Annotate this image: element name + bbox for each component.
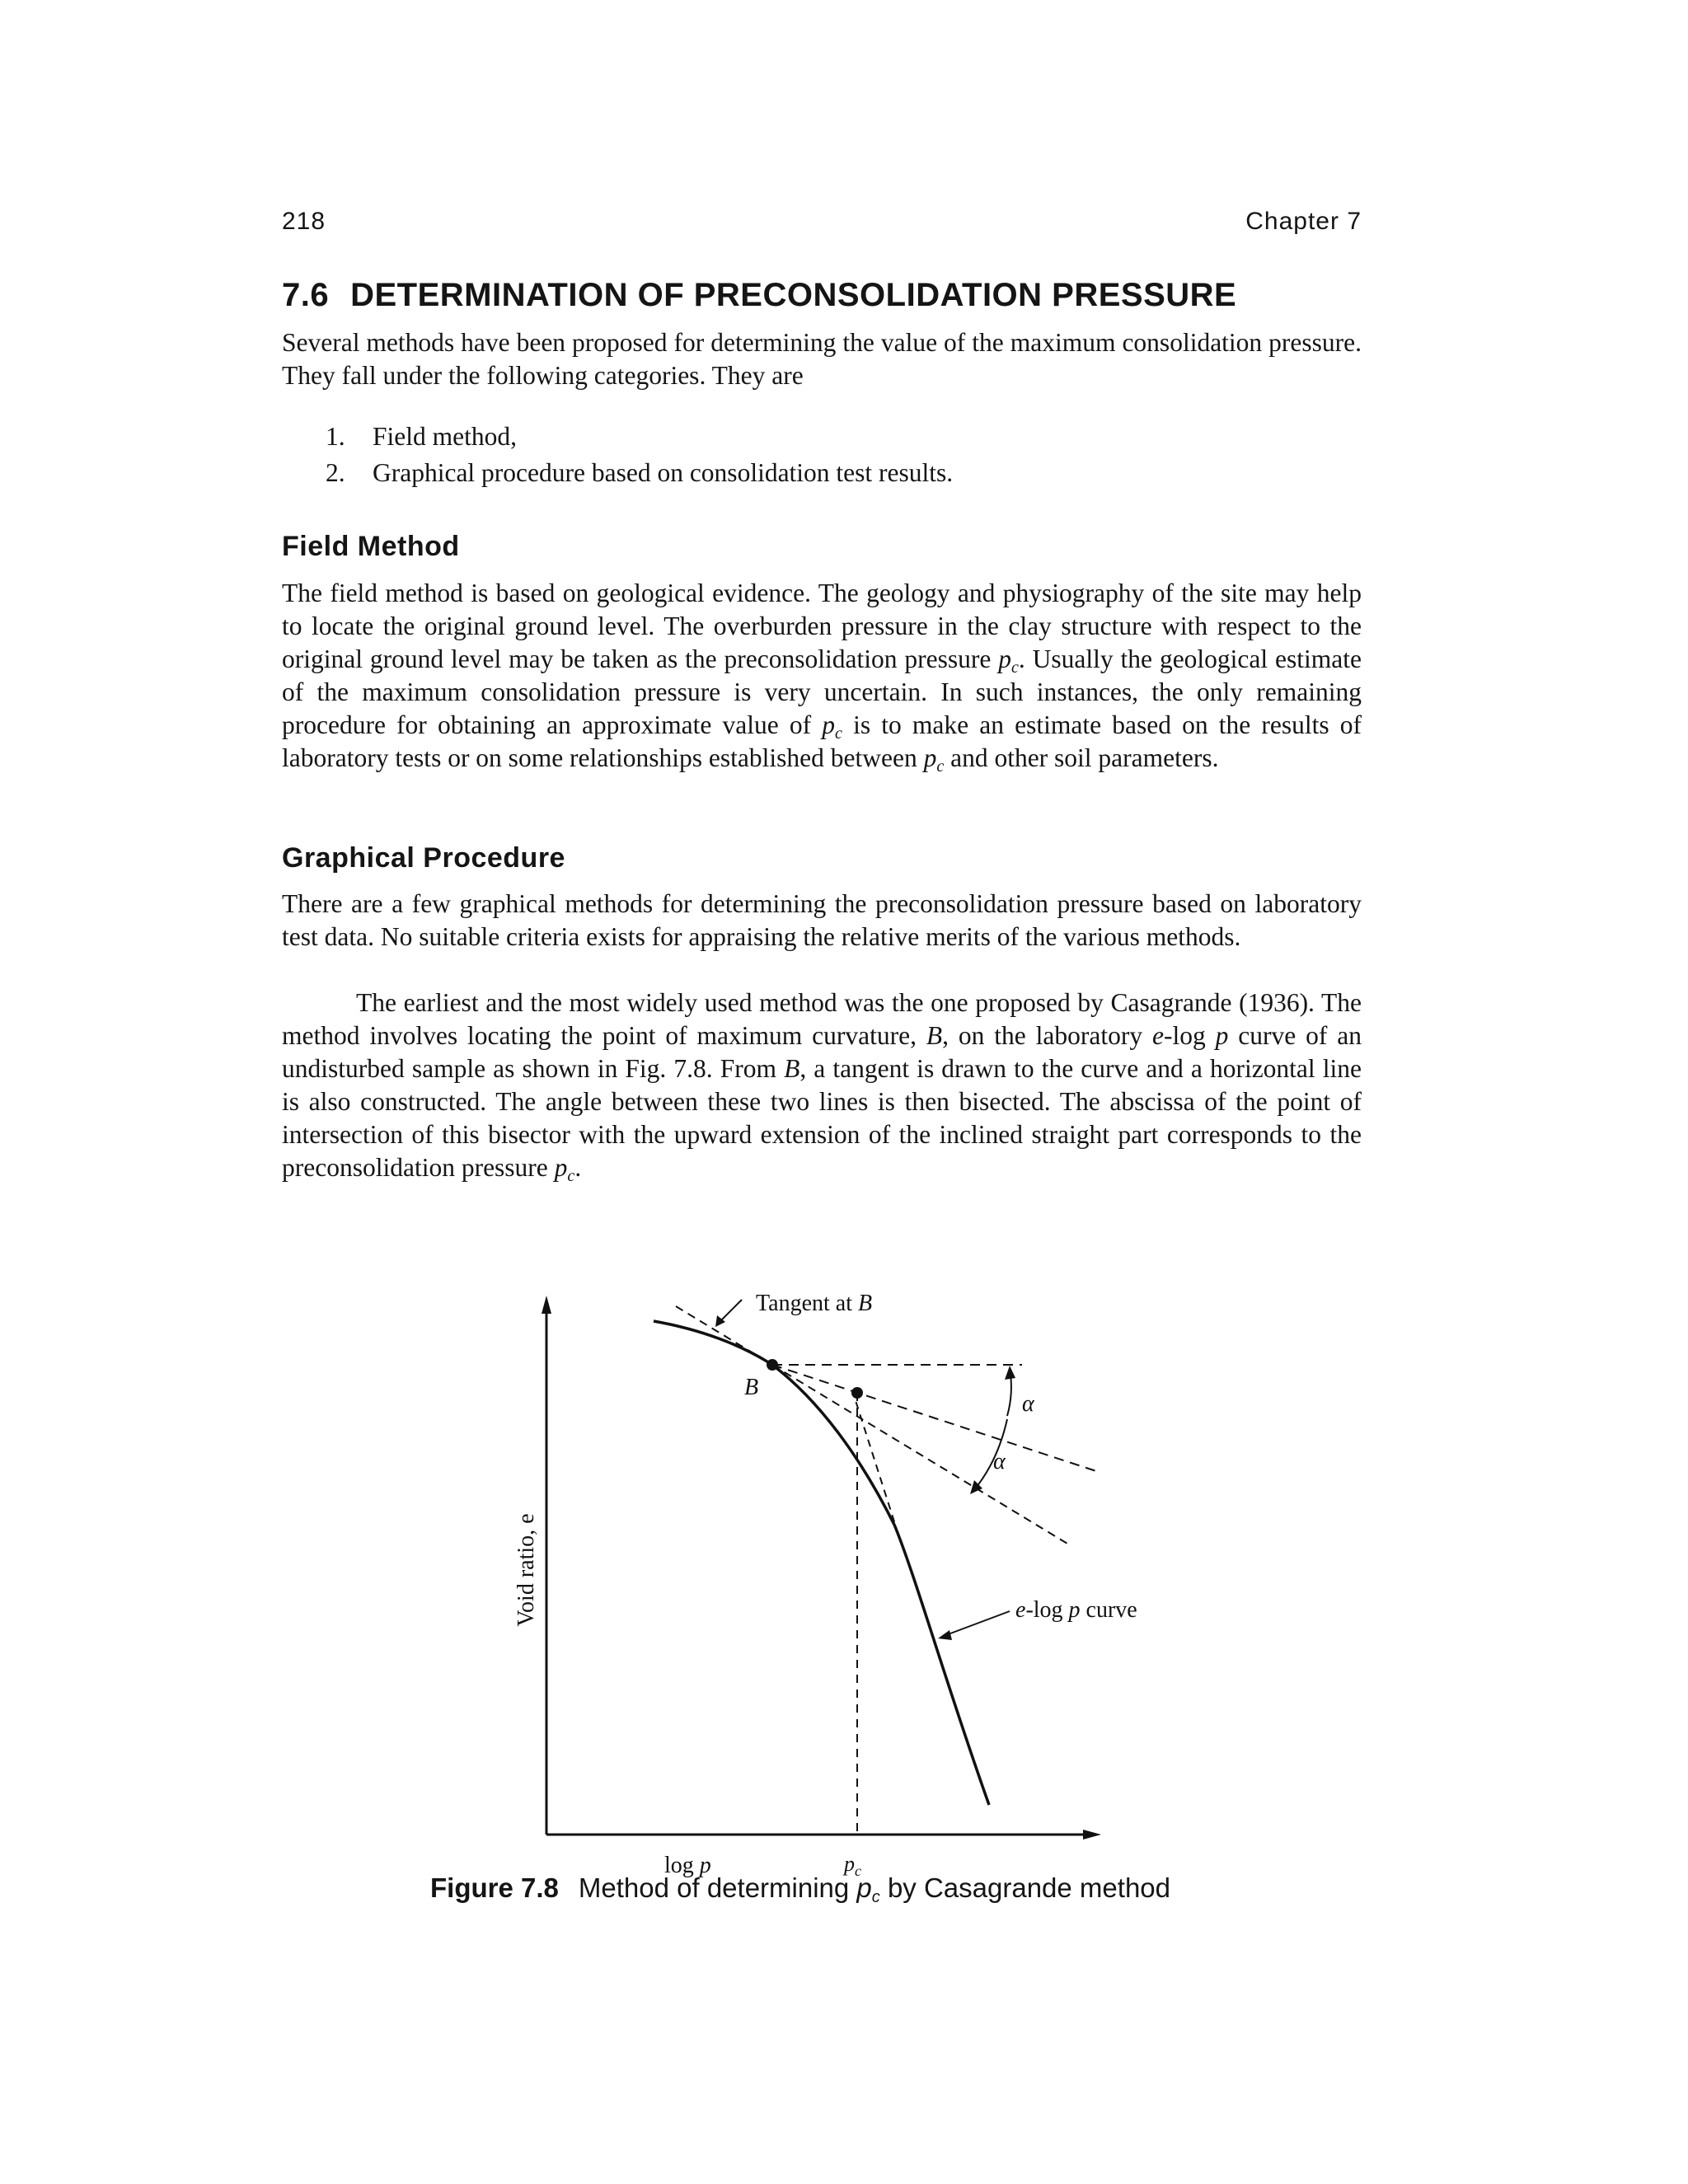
gp-var: p <box>554 1153 568 1182</box>
gp-var: e <box>1152 1021 1164 1050</box>
alpha-lower-label: α <box>993 1449 1006 1474</box>
gp-sub: c <box>567 1167 575 1185</box>
fm-text-4: and other soil parameters. <box>944 743 1219 772</box>
gp-text: The earliest and the most widely used method was the one proposed by Casagrande (1936). The method involves locating the point of maximum curvature, <box>282 988 1362 1050</box>
pc-axis-label: $p_c$ <box>844 1852 861 1879</box>
field-method-paragraph <box>282 577 1362 775</box>
list-text: Graphical procedure based on consolidation test results. <box>373 458 954 487</box>
curve-leader-arrow <box>938 1630 952 1640</box>
alpha-upper-label: α <box>1022 1391 1034 1417</box>
page-number: 218 <box>282 208 326 235</box>
point-b-marker <box>767 1359 778 1371</box>
graphical-procedure-heading: Graphical Procedure <box>282 842 565 874</box>
angle-arc-arrow-up <box>1005 1366 1015 1380</box>
y-axis-arrow <box>542 1296 551 1314</box>
curve-leader <box>944 1611 1010 1636</box>
section-number: 7.6 <box>282 277 330 313</box>
y-axis-label: Void ratio, e <box>513 1513 539 1627</box>
caption-var: p <box>856 1872 872 1903</box>
gp-var: B <box>926 1021 943 1050</box>
curve-label: e-log p curve <box>1015 1597 1137 1623</box>
field-method-heading: Field Method <box>282 531 460 562</box>
category-list <box>326 419 1315 491</box>
tangent-label: Tangent at B <box>756 1291 873 1316</box>
list-item <box>326 419 1315 455</box>
list-number: 2. <box>326 458 345 487</box>
caption-sub: c <box>871 1888 880 1906</box>
fm-var: p <box>923 743 937 772</box>
fm-sub: c <box>936 757 945 776</box>
chapter-label: Chapter 7 <box>1245 208 1362 235</box>
fm-var: p <box>998 644 1011 673</box>
figure-caption <box>430 1872 1170 1904</box>
casagrande-figure <box>495 1277 1137 1904</box>
gp-text: , a tangent is drawn to the curve and a horizontal line is also constructed. The angle between these two lines is then bisected. The abscissa of the point of intersection of this bisector with the upward extension of the inclined straight part corresponds to the preconsolidation pressure <box>282 1054 1362 1182</box>
fm-sub: c <box>835 724 842 743</box>
gp-text: -log <box>1163 1021 1216 1050</box>
graphical-paragraph-1: There are a few graphical methods for determining the preconsolidation pressure based on laboratory test data. No suitable criteria exists for appraising the relative merits of the various methods. <box>282 889 1362 951</box>
caption-end: by Casagrande method <box>879 1872 1171 1903</box>
gp-text: . <box>574 1153 582 1182</box>
graphical-paragraph-2 <box>282 987 1362 1184</box>
gp-var: B <box>784 1054 800 1083</box>
intersection-marker <box>851 1387 863 1399</box>
x-axis-label: log p <box>664 1853 711 1878</box>
gp-text: , on the laboratory <box>942 1021 1152 1050</box>
fm-sub: c <box>1011 658 1019 677</box>
x-axis-arrow <box>1083 1830 1101 1840</box>
section-title <box>282 277 1236 314</box>
tangent-leader <box>719 1300 742 1323</box>
fm-text-1: The field method is based on geological evidence. The geology and physiography of the site may help to locate the original ground level. The overburden pressure in the clay structure with respect to the original ground level may be taken as the preconsolidation pressure <box>282 579 1362 673</box>
list-number: 1. <box>326 422 345 451</box>
intro-paragraph: Several methods have been proposed for determining the value of the maximum consolidation pressure. They fall under the following categories. They are <box>282 328 1362 390</box>
list-text: Field method, <box>373 422 517 451</box>
caption-text: Method of determining <box>578 1872 857 1903</box>
running-head <box>282 208 1362 236</box>
gp-text: curve of an undisturbed sample as shown in Fig. 7.8. From <box>282 1021 1362 1083</box>
fm-text-2: . Usually the geological estimate of the maximum consolidation pressure is very uncertain. In such instances, the only remaining procedure for obtaining an approximate value of <box>282 644 1362 739</box>
section-heading: DETERMINATION OF PRECONSOLIDATION PRESSURE <box>350 277 1237 313</box>
fm-text-3: is to make an estimate based on the results of laboratory tests or on some relationships established between <box>282 710 1362 772</box>
fm-var: p <box>822 710 836 739</box>
bisector-line <box>772 1365 1096 1471</box>
gp-var: p <box>1215 1021 1229 1050</box>
caption-label: Figure 7.8 <box>430 1872 559 1903</box>
list-item <box>326 455 1315 491</box>
point-b-label: B <box>744 1375 759 1400</box>
